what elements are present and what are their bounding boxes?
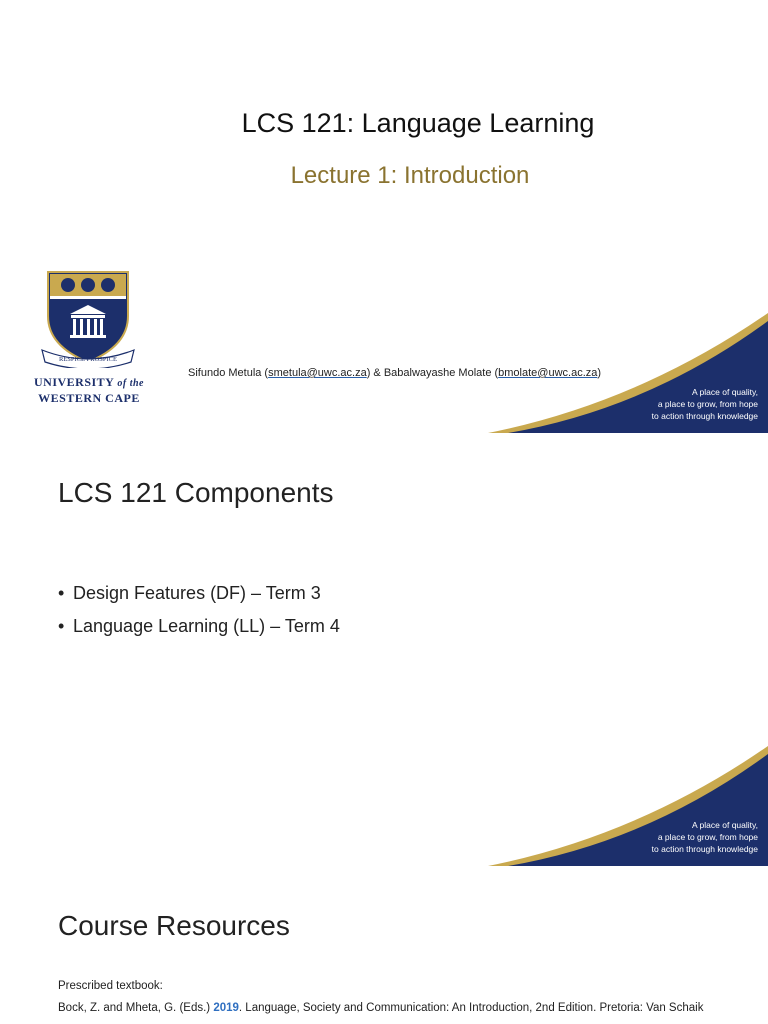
slide-heading: LCS 121 Components: [58, 477, 334, 508]
university-crest-logo: [38, 268, 138, 368]
author-contacts: Sifundo Metula (smetula@uwc.ac.za) & Babalwayashe Molate (bmolate@uwc.ac.za): [188, 367, 602, 379]
email-link-bmolate[interactable]: bmolate@uwc.ac.za: [498, 367, 598, 379]
crest-motto: RESPICE PROSPICE: [59, 356, 117, 363]
university-name: UNIVERSITY of the WESTERN CAPE: [33, 375, 144, 405]
email-link-smetula[interactable]: smetula@uwc.ac.za: [268, 367, 367, 379]
component-list: [58, 579, 340, 645]
textbook-label: Prescribed textbook:: [58, 980, 163, 992]
bullet-icon: •: [58, 583, 65, 603]
lecture-subtitle: Lecture 1: Introduction: [290, 162, 530, 189]
textbook-reference: Bock, Z. and Mheta, G. (Eds.) 2019. Language, Society and Communication: An Introduction, 2nd Edition. Pretoria: Van Schaik: [58, 1002, 704, 1014]
list-item: • Design Features (DF) – Term 3: [58, 579, 340, 612]
slogan-tagline: A place of quality, a place to grow, from hope to action through knowledge: [651, 820, 758, 854]
slide-resources: [0, 866, 768, 1024]
list-item: • Language Learning (LL) – Term 4: [58, 612, 340, 645]
slide-components: [0, 433, 768, 866]
slide-title: [0, 0, 768, 433]
slide-heading: Course Resources: [58, 910, 290, 941]
page-title: LCS 121: Language Learning: [241, 108, 595, 138]
slogan-tagline: A place of quality, a place to grow, from hope to action through knowledge: [651, 387, 758, 421]
bullet-icon: •: [58, 616, 65, 636]
